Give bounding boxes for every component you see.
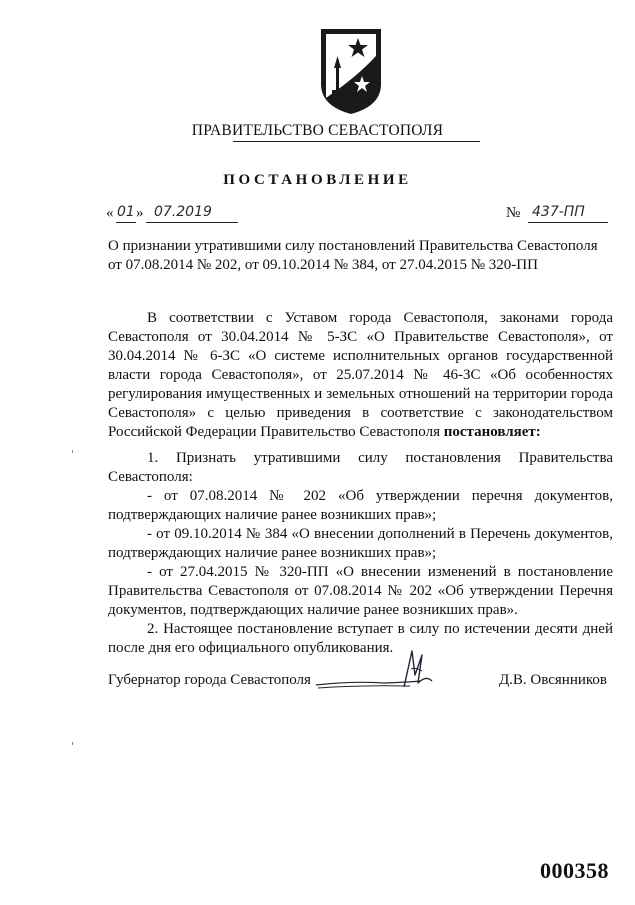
document-type-heading: ПОСТАНОВЛЕНИЕ: [223, 172, 412, 188]
resolution-items: [108, 449, 613, 658]
title-underline: [233, 141, 480, 142]
date-month-underline: [146, 222, 238, 223]
item-1: 1. Признать утратившими силу постановления Правительства Севастополя:: [108, 450, 613, 485]
item-1-sub-a: - от 07.08.2014 № 202 «Об утверждении перечня документов, подтверждающих наличие ранее возникших прав»;: [108, 488, 613, 523]
date-open-quote: «: [106, 205, 114, 221]
preamble-text: В соответствии с Уставом города Севастополя, законами города Севастополя от 30.04.2014 № 5-ЗС «О Правительстве Севастополя», от 30.04.2014 № 6-ЗС «О системе исполнительных органов государственной власти города Севастополя», от 25.07.2014 № 46-ЗС «Об особенностях регулирования имущественных и земельных отношений на территории города Севастополя» с целью приведения в соответствие с законодательством Российской Федерации Правительство Севастополя: [108, 310, 613, 440]
sevastopol-coat-of-arms-emblem: [318, 26, 384, 116]
preamble-paragraph: [108, 309, 613, 442]
government-title: ПРАВИТЕЛЬСТВО СЕВАСТОПОЛЯ: [191, 122, 444, 139]
number-sign: №: [506, 205, 521, 221]
margin-mark: [72, 450, 73, 453]
date-day-underline: [116, 222, 136, 223]
preamble-resolve: постановляет:: [443, 424, 541, 440]
item-2: 2. Настоящее постановление вступает в силу по истечении десяти дней после дня его официального опубликования.: [108, 621, 613, 656]
margin-mark: [72, 742, 73, 745]
document-subject: [108, 237, 613, 275]
signer-position: Губернатор города Севастополя: [108, 672, 311, 688]
signer-name: Д.В. Овсянников: [498, 672, 607, 688]
date-day: 01: [117, 204, 135, 220]
item-1-sub-c: - от 27.04.2015 № 320-ПП «О внесении изменений в постановление Правительства Севастополя от 07.08.2014 № 202 «Об утверждении Перечня документов, подтверждающих наличие ранее возникших прав».: [108, 564, 613, 618]
date-month-year: 07.2019: [154, 204, 212, 220]
subject-line-2: от 07.08.2014 № 202, от 09.10.2014 № 384, от 27.04.2015 № 320-ПП: [108, 257, 538, 273]
document-date: [106, 203, 236, 225]
document-number: [506, 203, 606, 225]
registration-number: 000358: [540, 858, 609, 883]
number-underline: [528, 222, 608, 223]
handwritten-signature: [312, 645, 452, 695]
preamble: [108, 309, 613, 442]
date-close-quote: »: [136, 205, 144, 221]
item-1-sub-b: - от 09.10.2014 № 384 «О внесении дополнений в Перечень документов, подтверждающих наличие ранее возникших прав»;: [108, 526, 613, 561]
subject-line-1: О признании утратившими силу постановлений Правительства Севастополя: [108, 238, 598, 254]
number-value: 437-ПП: [532, 204, 585, 220]
